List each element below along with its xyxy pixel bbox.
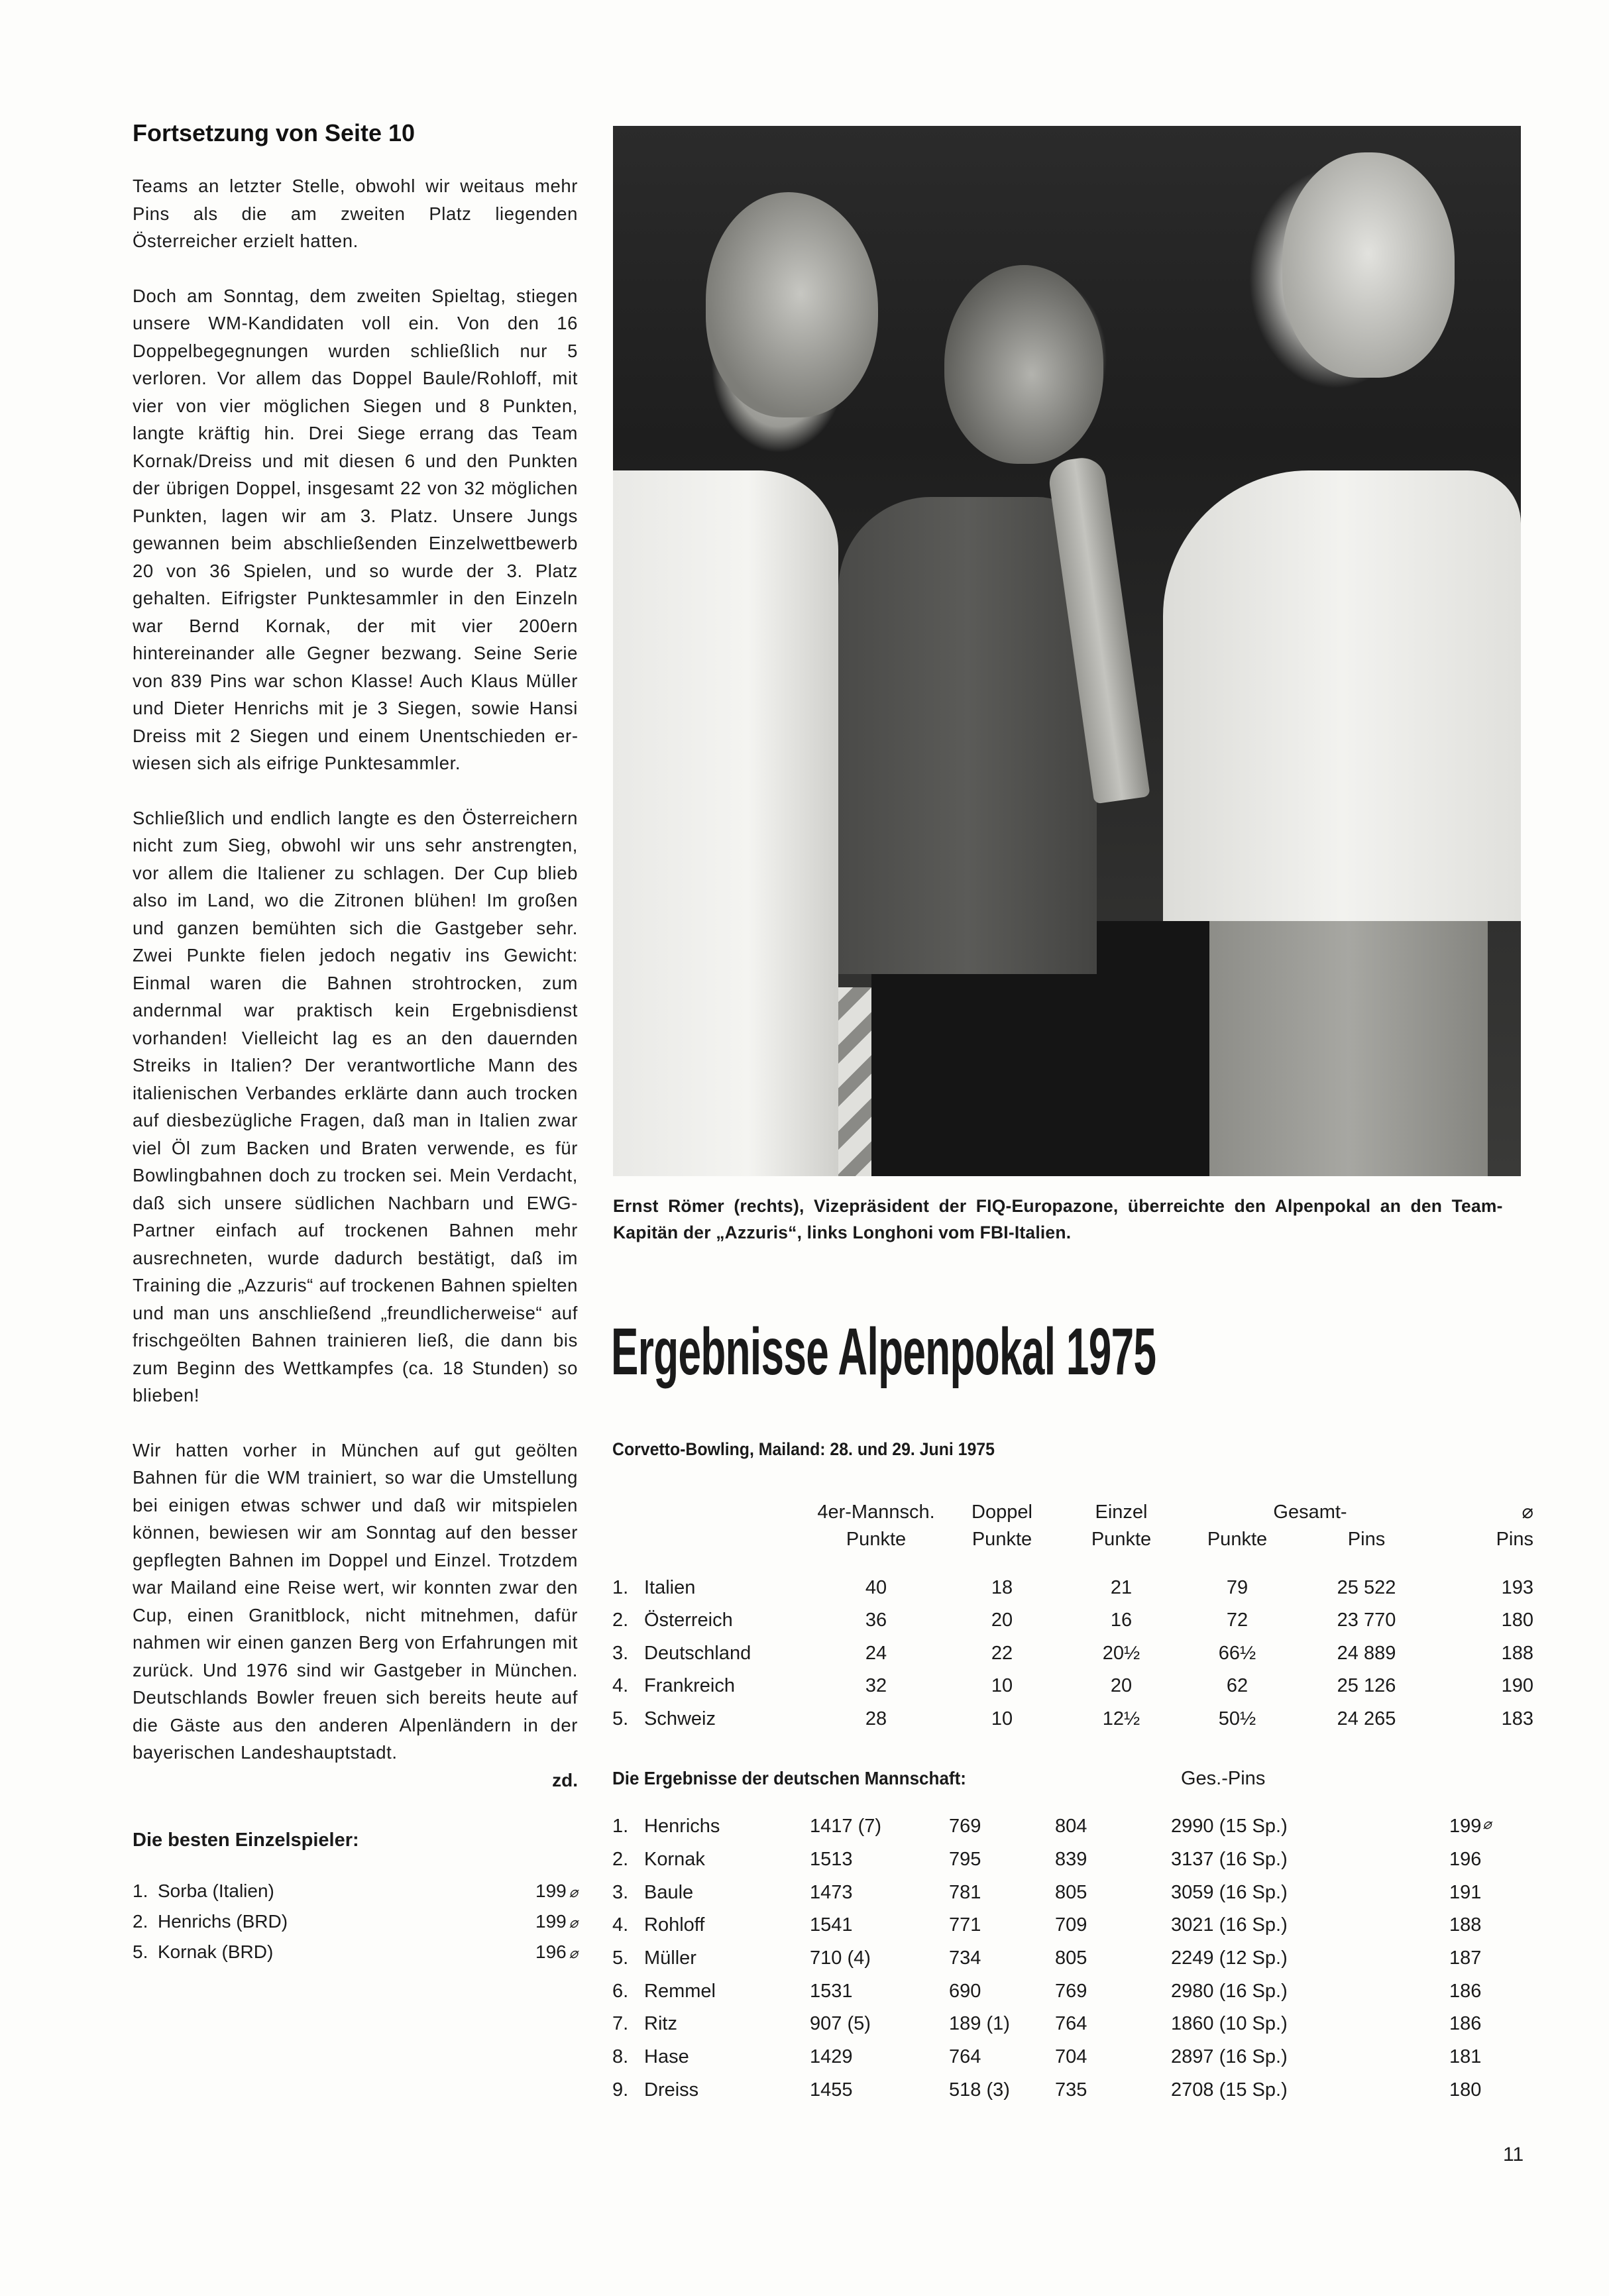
german-team-table: [612, 1810, 1533, 2106]
player-rank: 1.: [133, 1880, 148, 1901]
best-player-item: [133, 1877, 578, 1907]
einzel-pins: [1055, 1810, 1171, 1843]
mannschaft-pins-value: 1531: [810, 1980, 853, 2002]
page-number: 11: [1503, 2144, 1524, 2165]
photo-middle-man-shirt: [838, 497, 1097, 974]
standings-body: [612, 1553, 1533, 1735]
average-pins-value: 181: [1449, 2046, 1482, 2068]
total-pins: 23 770: [1337, 1610, 1396, 1631]
mannschaft-pins-value: 1473: [810, 1881, 853, 1903]
german-team-row: [612, 1843, 1533, 1877]
doppel-pins: [949, 1909, 1055, 1942]
player-name-value: Henrichs: [644, 1816, 720, 1837]
standings-row: [612, 1670, 1533, 1703]
team-name: Deutschland: [644, 1642, 751, 1664]
total-pins: [1171, 1909, 1449, 1942]
standings-row: [612, 1703, 1533, 1736]
player-name: [644, 1810, 810, 1843]
player-name-value: Rohloff: [644, 1914, 705, 1936]
player-rank: [612, 1810, 644, 1843]
total-points: 62: [1226, 1675, 1248, 1697]
player-rank-value: 6.: [612, 1980, 629, 2002]
total-points: 72: [1226, 1610, 1248, 1631]
einzel-pins-value: 764: [1055, 2013, 1087, 2035]
german-team-row: [612, 2008, 1533, 2041]
total-pins: [1171, 2074, 1449, 2107]
average-pins-value: 180: [1449, 2079, 1482, 2101]
player-name-value: Müller: [644, 1947, 696, 1969]
player-rank-value: 8.: [612, 2046, 629, 2068]
team-rank: 1.: [612, 1577, 629, 1598]
player-rank: 5.: [133, 1941, 148, 1962]
mannschaft-pins: [810, 1810, 949, 1843]
average-pins: 190: [1501, 1675, 1533, 1697]
einzel-points: 21: [1110, 1577, 1133, 1598]
average-pins: [1449, 1975, 1533, 2008]
mannschaft-pins: [810, 2074, 949, 2107]
average-pins-value: 186: [1449, 2013, 1482, 2035]
mannschaft-pins-value: 1417 (7): [810, 1816, 882, 1837]
einzel-pins-value: 839: [1055, 1849, 1087, 1871]
average-pins: 188: [1501, 1642, 1533, 1664]
standings-row: [612, 1637, 1533, 1670]
einzel-pins: [1055, 1843, 1171, 1877]
mannschaft-pins: [810, 2041, 949, 2074]
photo-right-man-shirt: [1163, 470, 1521, 921]
mannschaft-points: 40: [865, 1577, 887, 1598]
doppel-pins: [949, 2074, 1055, 2107]
article-paragraph: Teams an letzter Stelle, obwohl wir weitaus mehr Pins als die am zweiten Platz liegenden Österreicher erzielt hatten.: [133, 176, 578, 251]
doppel-points: 10: [991, 1708, 1013, 1729]
doppel-pins: [949, 2008, 1055, 2041]
header-average-symbol-icon: ⌀: [1522, 1502, 1533, 1523]
einzel-points: 16: [1110, 1610, 1133, 1631]
einzel-points: 20½: [1102, 1642, 1140, 1664]
team-rank: 5.: [612, 1708, 629, 1729]
doppel-points: 20: [991, 1610, 1013, 1631]
best-players-heading: Die besten Einzelspieler:: [133, 1829, 359, 1851]
average-symbol-icon: ⌀: [1482, 1816, 1492, 1833]
player-name: [644, 1843, 810, 1877]
doppel-pins: [949, 2041, 1055, 2074]
results-subtitle: Corvetto-Bowling, Mailand: 28. und 29. Juni 1975: [612, 1439, 995, 1459]
german-team-row: [612, 1876, 1533, 1909]
photo-trophy-presentation: [613, 126, 1521, 1176]
total-pins: [1171, 1843, 1449, 1877]
einzel-pins: [1055, 1909, 1171, 1942]
mannschaft-points: 32: [865, 1675, 887, 1697]
doppel-pins-value: 734: [949, 1947, 981, 1969]
average-pins: [1449, 1810, 1533, 1843]
mannschaft-pins-value: 907 (5): [810, 2013, 871, 2035]
player-average: [535, 1877, 578, 1907]
photo-caption: Ernst Römer (rechts), Vizepräsident der FIQ-Europazone, überreichte den Alpenpokal an den Team-Kapitän der „Azzuris“, links Longhoni vom FBI-Italien.: [613, 1196, 1503, 1242]
article-paragraph: Schließlich und endlich langte es den Österreichern nicht zum Sieg, obwohl wir uns sehr anstrengten, vor allem die Italiener zu schlagen. Der Cup blieb also im Land, wo die Zitronen blühen! Im großen und ganzen bemühten sich die Gastgeber sehr. Zwei Punkte fielen jedoch negativ ins Gewicht: Einmal waren die Bahnen strohtrocken, zum andernmal war praktisch kein Ergebnisdienst vorhanden! Vielleicht lag es an den dauernden Streiks in Italien? Der verantwortliche Mann des italienischen Verbandes erklärte dann auch trocken auf diesbezügliche Fragen, daß man in Italien zwar viel Öl zum Backen und Braten verwende, es für Bowlingbahnen doch zu trocken sei. Mein Verdacht, daß sich unsere südlichen Nachbarn und EWG-Partner einfach auf trockenen Bahnen mehr ausrechneten, wurde dadurch bestätigt, daß im Training die „Azzuris“ auf trockenen Bahnen spielten und man uns anschließend „freundlicherweise“ auf frischgeölten Bahnen trainieren ließ, die dann bis zum Beginn des Wettkampfes (ca. 18 Stunden) so blieben!: [133, 807, 578, 1405]
mannschaft-pins: [810, 1876, 949, 1909]
author-signature: zd.: [552, 1769, 578, 1790]
german-team-row: [612, 2074, 1533, 2107]
standings-header-row-top: [612, 1499, 1533, 1526]
article-left-column: [133, 119, 578, 1968]
doppel-pins: [949, 1975, 1055, 2008]
einzel-pins: [1055, 2041, 1171, 2074]
header-gesamt: Gesamt-: [1273, 1502, 1347, 1523]
player-name: [644, 1975, 810, 2008]
average-pins: [1449, 2041, 1533, 2074]
einzel-points: 20: [1110, 1675, 1133, 1697]
player-rank-value: 2.: [612, 1849, 629, 1871]
header-punkte: Punkte: [971, 1529, 1032, 1550]
german-team-row: [612, 1975, 1533, 2008]
average-pins: 180: [1501, 1610, 1533, 1631]
player-rank-value: 1.: [612, 1816, 629, 1837]
mannschaft-points: 28: [865, 1708, 887, 1729]
average-pins-value: 191: [1449, 1881, 1482, 1903]
einzel-pins-value: 805: [1055, 1881, 1087, 1903]
total-pins: 25 522: [1337, 1577, 1396, 1598]
player-rank: [612, 1843, 644, 1877]
einzel-pins: [1055, 2074, 1171, 2107]
average-pins-value: 196: [1449, 1849, 1482, 1871]
doppel-pins-value: 795: [949, 1849, 981, 1871]
doppel-pins-value: 771: [949, 1914, 981, 1936]
article-paragraph: Doch am Sonntag, dem zweiten Spieltag, stiegen unsere WM-Kandidaten voll ein. Von den 16 Doppelbegegnungen wurden schließlich nur 5 verloren. Vor allem das Doppel Baule/Rohloff, mit vier von vier möglichen Siegen und 8 Punkten, langte kräftig hin. Drei Siege errang das Team Kornak/Dreiss und mit diesen 6 und den Punkten der übrigen Doppel, insgesamt 22 von 32 möglichen Punkten, lagen wir am 3. Platz. Unsere Jungs gewannen beim abschließenden Einzelwettbewerb 20 von 36 Spielen, und so wurde der 3. Platz gehalten. Eifrigster Punktesammler in den Einzeln war Bernd Kornak, der mit vier 200ern hintereinander alle Gegner bezwang. Seine Serie von 839 Pins war schon Klasse! Auch Klaus Müller und Dieter Henrichs mit je 3 Siegen, sowie Hansi Dreiss mit 2 Siegen und einem Unentschieden erwiesen sich als eifrige Punktesammler.: [133, 285, 578, 773]
team-rank: 2.: [612, 1610, 629, 1631]
einzel-pins-value: 704: [1055, 2046, 1087, 2068]
doppel-pins-value: 518 (3): [949, 2079, 1010, 2101]
doppel-pins-value: 781: [949, 1881, 981, 1903]
average-pins-value: 188: [1449, 1914, 1482, 1936]
player-name: [644, 1909, 810, 1942]
header-gesamt-pins: Pins: [1347, 1529, 1386, 1550]
mannschaft-pins-value: 1541: [810, 1914, 853, 1936]
german-team-row: [612, 2041, 1533, 2074]
doppel-points: 22: [991, 1642, 1013, 1664]
header-punkte: Punkte: [1091, 1529, 1152, 1550]
mannschaft-pins-value: 1455: [810, 2079, 853, 2101]
photo-middle-man-head: [944, 265, 1103, 464]
average-pins: [1449, 2074, 1533, 2107]
mannschaft-pins-value: 710 (4): [810, 1947, 871, 1969]
photo-left-man-head: [706, 192, 878, 417]
player-rank-value: 9.: [612, 2079, 629, 2101]
einzel-pins: [1055, 1975, 1171, 2008]
standings-table: [612, 1499, 1533, 1735]
mannschaft-pins-value: 1429: [810, 2046, 853, 2068]
player-rank: [612, 1876, 644, 1909]
standings-row: [612, 1604, 1533, 1637]
player-rank: [612, 2041, 644, 2074]
total-pins: 25 126: [1337, 1675, 1396, 1697]
team-rank: 4.: [612, 1675, 629, 1697]
mannschaft-points: 24: [865, 1642, 887, 1664]
team-rank: 3.: [612, 1642, 629, 1664]
total-pins: 24 265: [1337, 1708, 1396, 1729]
header-cell: [644, 1526, 810, 1553]
mannschaft-pins: [810, 1909, 949, 1942]
einzel-pins: [1055, 1876, 1171, 1909]
total-pins: [1171, 2041, 1449, 2074]
average-symbol-icon: ⌀: [569, 1914, 578, 1931]
average-symbol-icon: ⌀: [569, 1944, 578, 1961]
einzel-pins: [1055, 1942, 1171, 1975]
player-average-value: 199: [535, 1880, 567, 1901]
average-pins-value: 199: [1449, 1816, 1482, 1837]
doppel-pins: [949, 1942, 1055, 1975]
header-average-pins: Pins: [1496, 1529, 1533, 1550]
einzel-pins-value: 804: [1055, 1816, 1087, 1837]
total-pins-value: 1860 (10 Sp.): [1171, 2013, 1288, 2035]
team-name: Italien: [644, 1577, 696, 1598]
total-points: 79: [1226, 1577, 1248, 1598]
player-name-value: Remmel: [644, 1980, 716, 2002]
player-name: [644, 1876, 810, 1909]
player-average: [535, 1907, 578, 1938]
player-name-value: Hase: [644, 2046, 689, 2068]
player-rank: [612, 1975, 644, 2008]
player-name: Henrichs (BRD): [158, 1910, 288, 1932]
einzel-pins-value: 769: [1055, 1980, 1087, 2002]
einzel-pins-value: 735: [1055, 2079, 1087, 2101]
mannschaft-pins: [810, 1843, 949, 1877]
player-name-value: Ritz: [644, 2013, 677, 2035]
doppel-pins: [949, 1810, 1055, 1843]
player-rank-value: 5.: [612, 1947, 629, 1969]
photo-right-man-head: [1282, 152, 1455, 378]
team-name: Schweiz: [644, 1708, 716, 1729]
doppel-pins-value: 764: [949, 2046, 981, 2068]
player-rank: [612, 2008, 644, 2041]
average-pins: [1449, 1876, 1533, 1909]
standings-header-row-bottom: [612, 1526, 1533, 1553]
mannschaft-pins-value: 1513: [810, 1849, 853, 1871]
player-rank: [612, 2074, 644, 2107]
player-rank-value: 3.: [612, 1881, 629, 1903]
total-pins: [1171, 2008, 1449, 2041]
total-pins-value: 3021 (16 Sp.): [1171, 1914, 1288, 1936]
average-symbol-icon: ⌀: [569, 1883, 578, 1900]
player-name: [644, 2074, 810, 2107]
player-name: [644, 2041, 810, 2074]
continuation-heading: Fortsetzung von Seite 10: [133, 119, 416, 146]
doppel-pins: [949, 1876, 1055, 1909]
einzel-pins-value: 805: [1055, 1947, 1087, 1969]
german-team-row: [612, 1909, 1533, 1942]
player-rank: [612, 1942, 644, 1975]
header-cell: [612, 1526, 644, 1553]
header-punkte: Punkte: [846, 1529, 907, 1550]
doppel-points: 18: [991, 1577, 1013, 1598]
best-player-item: [133, 1907, 578, 1938]
total-pins: [1171, 1876, 1449, 1909]
german-team-body: [612, 1810, 1533, 2106]
mannschaft-pins: [810, 2008, 949, 2041]
total-pins-value: 2897 (16 Sp.): [1171, 2046, 1288, 2068]
team-name: Österreich: [644, 1610, 733, 1631]
average-pins: 183: [1501, 1708, 1533, 1729]
german-team-row: [612, 1810, 1533, 1843]
article-paragraph: Wir hatten vorher in München auf gut geölten Bahnen für die WM trainiert, so war die Umstellung bei einigen etwas schwer und daß wir mitspielen können, bewiesen wir am Sonntag auf den besser gepflegten Bahnen im Doppel und Einzel. Trotzdem war Mailand eine Reise wert, wir konnten zwar den Cup, einen Granitblock, nicht mitnehmen, dafür nahmen wir einen ganzen Berg von Erfahrungen mit zurück. Und 1976 sind wir Gastgeber in München. Deutschlands Bowler freuen sich bereits heute auf die Gäste aus den anderen Alpenländern in der bayerischen Landeshauptstadt.: [133, 1439, 578, 1763]
doppel-pins: [949, 1843, 1055, 1877]
player-rank: 2.: [133, 1910, 148, 1932]
player-name-value: Dreiss: [644, 2079, 699, 2101]
player-average: [535, 1938, 578, 1968]
total-pins-value: 2708 (15 Sp.): [1171, 2079, 1288, 2101]
german-team-gespins-label: Ges.-Pins: [1181, 1768, 1266, 1789]
mannschaft-pins: [810, 1942, 949, 1975]
header-gesamt-punkte: Punkte: [1207, 1529, 1268, 1550]
mannschaft-pins: [810, 1975, 949, 2008]
german-team-row: [612, 1942, 1533, 1975]
player-rank-value: 7.: [612, 2013, 629, 2035]
average-pins: [1449, 2008, 1533, 2041]
player-rank-value: 4.: [612, 1914, 629, 1936]
total-pins-value: 3137 (16 Sp.): [1171, 1849, 1288, 1871]
average-pins: [1449, 1909, 1533, 1942]
doppel-points: 10: [991, 1675, 1013, 1697]
player-name: Kornak (BRD): [158, 1941, 274, 1962]
header-doppel: Doppel: [971, 1502, 1032, 1523]
best-players-list: [133, 1877, 578, 1968]
player-name: [644, 2008, 810, 2041]
player-average-value: 199: [535, 1910, 567, 1932]
doppel-pins-value: 769: [949, 1816, 981, 1837]
best-player-item: [133, 1938, 578, 1968]
total-pins: 24 889: [1337, 1642, 1396, 1664]
total-pins-value: 2980 (16 Sp.): [1171, 1980, 1288, 2002]
average-pins: [1449, 1843, 1533, 1877]
doppel-pins-value: 189 (1): [949, 2013, 1010, 2035]
player-name-value: Baule: [644, 1881, 694, 1903]
einzel-pins: [1055, 2008, 1171, 2041]
total-pins-value: 2249 (12 Sp.): [1171, 1947, 1288, 1969]
mannschaft-points: 36: [865, 1610, 887, 1631]
einzel-points: 12½: [1102, 1708, 1140, 1729]
player-name: Sorba (Italien): [158, 1880, 274, 1901]
average-pins: [1449, 1942, 1533, 1975]
total-pins-value: 2990 (15 Sp.): [1171, 1816, 1288, 1837]
player-rank: [612, 1909, 644, 1942]
player-average-value: 196: [535, 1941, 567, 1962]
team-name: Frankreich: [644, 1675, 735, 1697]
header-cell: [612, 1499, 644, 1526]
results-title: Ergebnisse Alpenpokal 1975: [611, 1315, 1156, 1389]
total-points: 50½: [1218, 1708, 1256, 1729]
player-name-value: Kornak: [644, 1849, 705, 1871]
total-pins: [1171, 1975, 1449, 2008]
doppel-pins-value: 690: [949, 1980, 981, 2002]
average-pins: 193: [1501, 1577, 1533, 1598]
german-team-heading: Die Ergebnisse der deutschen Mannschaft:: [612, 1768, 966, 1788]
total-pins: [1171, 1942, 1449, 1975]
header-einzel: Einzel: [1095, 1502, 1148, 1523]
standings-row: [612, 1553, 1533, 1604]
total-points: 66½: [1218, 1642, 1256, 1664]
einzel-pins-value: 709: [1055, 1914, 1087, 1936]
total-pins-value: 3059 (16 Sp.): [1171, 1881, 1288, 1903]
header-cell: [644, 1499, 810, 1526]
average-pins-value: 187: [1449, 1947, 1482, 1969]
player-name: [644, 1942, 810, 1975]
photo-left-man-shirt: [613, 470, 838, 1176]
average-pins-value: 186: [1449, 1980, 1482, 2002]
header-4er-mannschaft: 4er-Mannsch.: [817, 1502, 935, 1523]
total-pins: [1171, 1810, 1449, 1843]
